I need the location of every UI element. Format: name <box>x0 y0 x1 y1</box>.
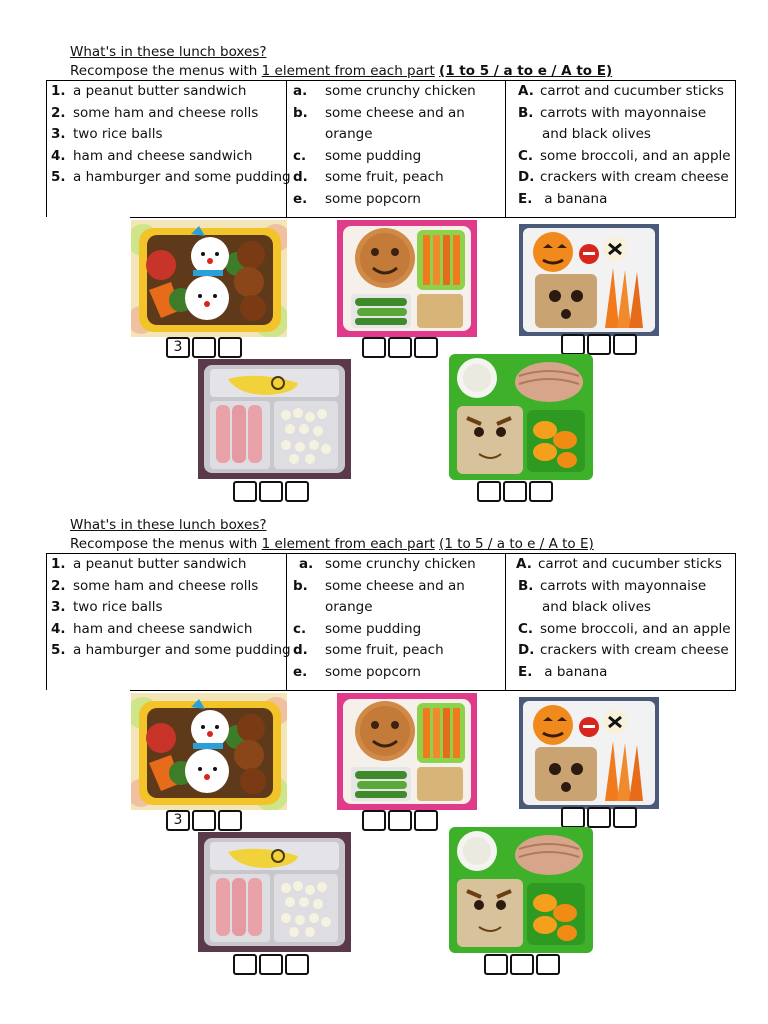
list-item: 4. ham and cheese sandwich <box>51 147 253 164</box>
answer-box[interactable] <box>233 481 257 502</box>
list-item: b. some cheese and an <box>293 577 465 594</box>
answer-box[interactable] <box>561 807 585 828</box>
answer-box[interactable] <box>414 810 438 831</box>
answer-boxes-hamburger <box>362 810 440 831</box>
instruction-range: (1 to 5 / a to e / A to E) <box>439 536 594 552</box>
worksheet-instruction <box>70 63 612 79</box>
answer-box[interactable] <box>587 334 611 355</box>
list-item: 1. a peanut butter sandwich <box>51 556 247 572</box>
second-items-column <box>286 81 505 217</box>
lunchbox-photo-hamburger <box>337 693 477 810</box>
worksheet-title: What's in these lunch boxes? <box>70 44 267 60</box>
worksheet-1 <box>0 44 768 514</box>
answer-boxes-sandwich <box>477 481 555 502</box>
list-item: c. some pudding <box>293 620 422 637</box>
list-item: b. some cheese and an <box>293 104 465 121</box>
instruction-prefix: Recompose the menus with <box>70 63 262 79</box>
list-item: 5. a hamburger and some pudding <box>51 169 291 185</box>
answer-box[interactable] <box>388 810 412 831</box>
list-item: e. some popcorn <box>293 663 421 680</box>
answer-boxes-hamburger <box>362 337 440 358</box>
answer-box[interactable] <box>259 954 283 975</box>
ham-rolls-bento-image <box>198 359 351 479</box>
list-item: 3. two rice balls <box>51 126 163 142</box>
worksheet-title: What's in these lunch boxes? <box>70 517 267 533</box>
list-item: 4. ham and cheese sandwich <box>51 620 253 637</box>
answer-box[interactable] <box>218 810 242 831</box>
lunchbox-photo-hamburger <box>337 220 477 337</box>
answer-box[interactable] <box>503 481 527 502</box>
menu-table <box>46 80 736 218</box>
answer-box[interactable] <box>613 334 637 355</box>
lunchbox-photo-rice-balls <box>131 693 287 810</box>
peanut-butter-bento-image <box>519 224 659 336</box>
main-items-column <box>47 81 291 217</box>
answer-boxes-peanut-butter <box>561 334 639 355</box>
list-item: a. some crunchy chicken <box>293 83 476 99</box>
worksheet-instruction <box>70 536 594 552</box>
list-item: 5. a hamburger and some pudding <box>51 642 291 658</box>
answer-box[interactable] <box>414 337 438 358</box>
lunchbox-photo-rice-balls <box>131 220 287 337</box>
table-notch <box>46 217 130 219</box>
lunchbox-photo-ham-rolls <box>198 359 351 479</box>
third-items-column <box>505 81 736 217</box>
answer-boxes-rice-balls <box>166 337 244 358</box>
list-item-continuation: orange <box>325 126 373 142</box>
list-item-continuation: orange <box>325 599 373 615</box>
list-item: e. some popcorn <box>293 190 421 207</box>
answer-box[interactable] <box>362 337 386 358</box>
list-item: D. crackers with cream cheese <box>518 169 729 185</box>
instruction-link: 1 element from each part <box>261 63 435 79</box>
list-item: d. some fruit, peach <box>293 169 444 185</box>
lunchbox-photo-peanut-butter <box>519 224 659 336</box>
sandwich-bento-image <box>449 354 593 480</box>
answer-box[interactable] <box>613 807 637 828</box>
answer-box[interactable]: 3 <box>166 810 190 831</box>
answer-box[interactable] <box>587 807 611 828</box>
answer-box[interactable] <box>285 481 309 502</box>
list-item: a. some crunchy chicken <box>299 556 476 572</box>
third-items-column <box>505 554 736 690</box>
answer-box[interactable] <box>285 954 309 975</box>
answer-boxes-peanut-butter <box>561 807 639 828</box>
answer-box[interactable] <box>362 810 386 831</box>
list-item: d. some fruit, peach <box>293 642 444 658</box>
list-item: A. carrot and cucumber sticks <box>516 556 722 572</box>
instruction-prefix: Recompose the menus with <box>70 536 262 552</box>
answer-boxes-ham-rolls <box>233 481 311 502</box>
sandwich-bento-image <box>449 827 593 953</box>
worksheet-2 <box>0 517 768 987</box>
answer-box[interactable] <box>388 337 412 358</box>
rice-balls-bento-image <box>131 220 287 337</box>
ham-rolls-bento-image <box>198 832 351 952</box>
answer-box[interactable] <box>259 481 283 502</box>
list-item: c. some pudding <box>293 147 422 164</box>
answer-box[interactable] <box>477 481 501 502</box>
answer-box[interactable] <box>192 810 216 831</box>
rice-balls-bento-image <box>131 693 287 810</box>
answer-box[interactable] <box>233 954 257 975</box>
lunchbox-photo-peanut-butter <box>519 697 659 809</box>
list-item: B. carrots with mayonnaise <box>518 577 707 594</box>
menu-table <box>46 553 736 691</box>
answer-box[interactable] <box>192 337 216 358</box>
answer-box[interactable] <box>529 481 553 502</box>
hamburger-bento-image <box>337 220 477 337</box>
answer-box[interactable] <box>536 954 560 975</box>
list-item: 1. a peanut butter sandwich <box>51 83 247 99</box>
instruction-link: 1 element from each part <box>261 536 435 552</box>
list-item: E. a banana <box>518 190 608 207</box>
list-item: 3. two rice balls <box>51 599 163 615</box>
list-item: C. some broccoli, and an apple <box>518 620 731 637</box>
answer-boxes-ham-rolls <box>233 954 311 975</box>
second-items-column <box>286 554 505 690</box>
list-item: C. some broccoli, and an apple <box>518 147 731 164</box>
answer-box[interactable] <box>218 337 242 358</box>
answer-boxes-sandwich <box>484 954 562 975</box>
main-items-column <box>47 554 291 690</box>
list-item: D. crackers with cream cheese <box>518 642 729 658</box>
answer-boxes-rice-balls <box>166 810 244 831</box>
hamburger-bento-image <box>337 693 477 810</box>
lunchbox-photo-sandwich <box>449 354 593 480</box>
list-item: A. carrot and cucumber sticks <box>518 83 724 99</box>
list-item-continuation: and black olives <box>542 126 651 142</box>
list-item: E. a banana <box>518 663 608 680</box>
list-item-continuation: and black olives <box>542 599 651 615</box>
lunchbox-photo-sandwich <box>449 827 593 953</box>
answer-box[interactable] <box>561 334 585 355</box>
list-item: 2. some ham and cheese rolls <box>51 577 259 594</box>
answer-box[interactable]: 3 <box>166 337 190 358</box>
list-item: B. carrots with mayonnaise <box>518 104 707 121</box>
answer-box[interactable] <box>484 954 508 975</box>
answer-box[interactable] <box>510 954 534 975</box>
lunchbox-photo-ham-rolls <box>198 832 351 952</box>
peanut-butter-bento-image <box>519 697 659 809</box>
table-notch <box>46 690 130 692</box>
list-item: 2. some ham and cheese rolls <box>51 104 259 121</box>
instruction-range: (1 to 5 / a to e / A to E) <box>439 63 613 79</box>
